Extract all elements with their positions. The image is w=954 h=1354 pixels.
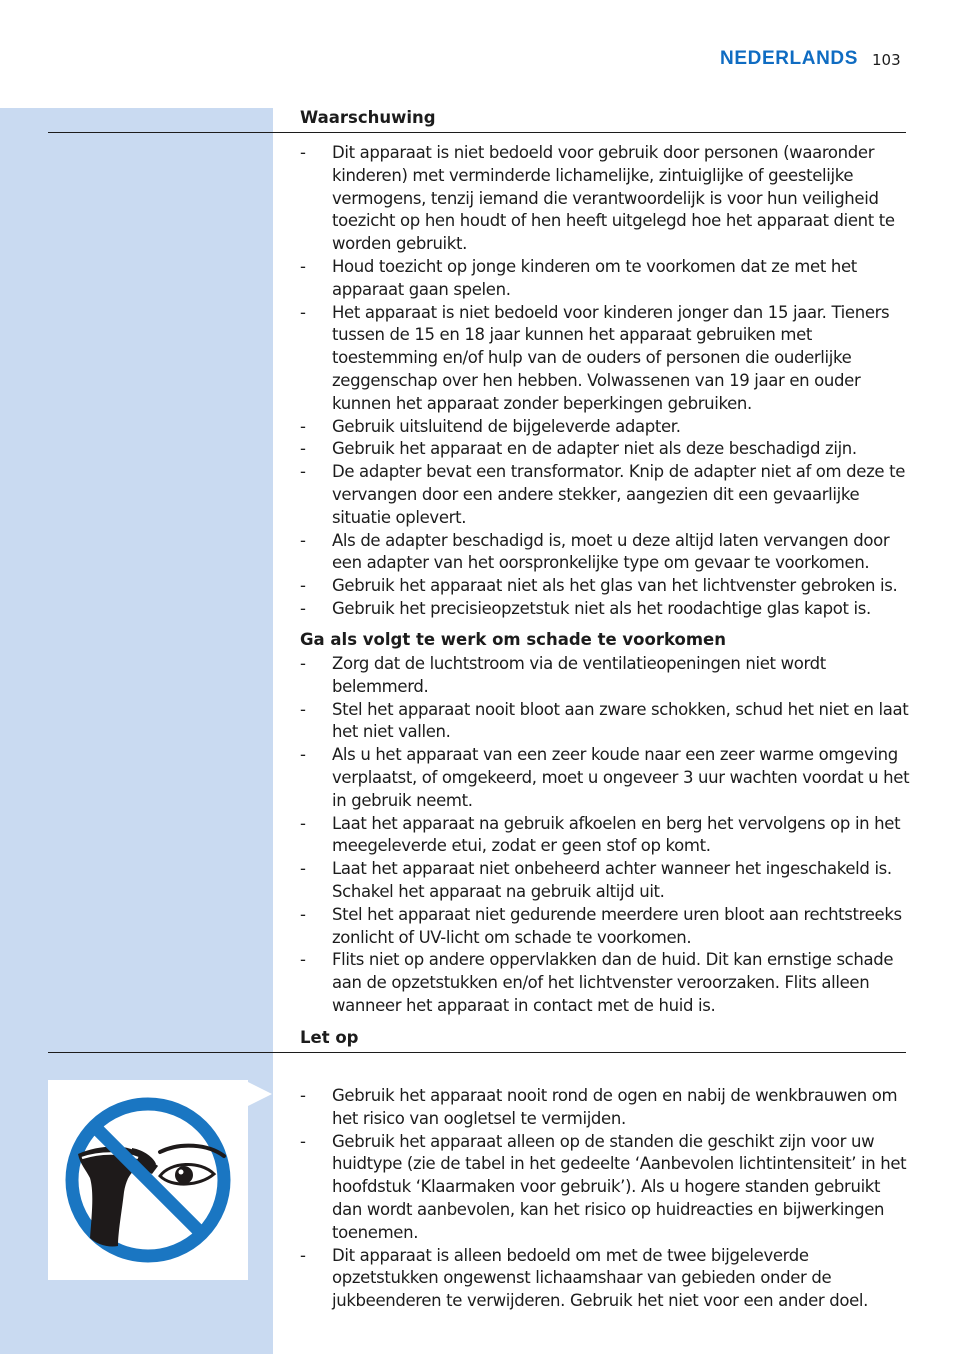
list-item: - Als u het apparaat van een zeer koude naar een zeer warme omgeving verplaatst, of omgekeerd, moet u ongeveer 3 uur wachten voordat u het in gebruik neemt. bbox=[300, 744, 910, 812]
caution-list bbox=[300, 1085, 910, 1313]
list-item: - Gebruik het apparaat en de adapter niet als deze beschadigd zijn. bbox=[300, 438, 910, 461]
list-item: - Dit apparaat is niet bedoeld voor gebruik door personen (waaronder kinderen) met verminderde lichamelijke, zintuiglijke of geestelijke vermogens, tenzij iemand die verantwoordelijk is voor hun veiligheid toezicht op hen houdt of hen heeft uitgelegd hoe het apparaat dient te worden gebruikt. bbox=[300, 142, 910, 256]
list-item: - Gebruik het apparaat alleen op de standen die geschikt zijn voor uw huidtype (zie de tabel in het gedeelte ‘Aanbevolen lichtintensiteit’ in het hoofdstuk ‘Klaarmaken voor gebruik’). Als u hogere standen gebruikt dan wordt aanbevolen, kan het risico op huidreacties en bijwerkingen toenemen. bbox=[300, 1131, 910, 1245]
list-item: - Laat het apparaat niet onbeheerd achter wanneer het ingeschakeld is. Schakel het apparaat na gebruik altijd uit. bbox=[300, 858, 910, 904]
list-item: - Zorg dat de luchtstroom via de ventilatieopeningen niet wordt belemmerd. bbox=[300, 653, 910, 699]
list-item: - De adapter bevat een transformator. Knip de adapter niet af om deze te vervangen door een andere stekker, aangezien dit een gevaarlijke situatie oplevert. bbox=[300, 461, 910, 529]
list-item: - Als de adapter beschadigd is, moet u deze altijd laten vervangen door een adapter van het oorspronkelijke type om gevaar te voorkomen. bbox=[300, 530, 910, 576]
illustration-pointer bbox=[248, 1082, 272, 1106]
list-item: - Het apparaat is niet bedoeld voor kinderen jonger dan 15 jaar. Tieners tussen de 15 en 18 jaar kunnen het apparaat gebruiken met toestemming en/of hulp van de ouders of personen die ouderlijke zeggenschap over hen hebben. Volwassenen van 19 jaar en ouder kunnen het apparaat zonder beperkingen gebruiken. bbox=[300, 302, 910, 416]
list-item: - Gebruik het apparaat nooit rond de ogen en nabij de wenkbrauwen om het risico van oogletsel te vermijden. bbox=[300, 1085, 910, 1131]
list-item: - Flits niet op andere oppervlakken dan de huid. Dit kan ernstige schade aan de opzetstukken en/of het lichtvenster veroorzaken. Flits alleen wanneer het apparaat in contact met de huid is. bbox=[300, 949, 910, 1017]
list-item: - Stel het apparaat nooit bloot aan zware schokken, schud het niet en laat het niet vallen. bbox=[300, 699, 910, 745]
caution-rule bbox=[48, 1052, 906, 1053]
damage-list bbox=[300, 653, 910, 1018]
language-label: NEDERLANDS bbox=[720, 48, 858, 69]
caution-heading: Let op bbox=[300, 1028, 359, 1047]
caution-illustration bbox=[48, 1080, 248, 1280]
list-item: - Houd toezicht op jonge kinderen om te voorkomen dat ze met het apparaat gaan spelen. bbox=[300, 256, 910, 302]
warning-rule bbox=[48, 132, 906, 133]
warning-heading: Waarschuwing bbox=[300, 108, 436, 127]
list-item: - Dit apparaat is alleen bedoeld om met de twee bijgeleverde opzetstukken ongewenst lichaamshaar van gebieden onder de jukbeenderen te verwijderen. Gebruik het niet voor een ander doel. bbox=[300, 1245, 910, 1313]
list-item: - Gebruik het precisieopzetstuk niet als het roodachtige glas kapot is. bbox=[300, 598, 910, 621]
damage-heading: Ga als volgt te werk om schade te voorkomen bbox=[300, 630, 726, 649]
warning-list bbox=[300, 142, 910, 621]
list-item: - Stel het apparaat niet gedurende meerdere uren bloot aan rechtstreeks zonlicht of UV-licht om schade te voorkomen. bbox=[300, 904, 910, 950]
list-item: - Gebruik het apparaat niet als het glas van het lichtvenster gebroken is. bbox=[300, 575, 910, 598]
list-item: - Laat het apparaat na gebruik afkoelen en berg het vervolgens op in het meegeleverde etui, zodat er geen stof op komt. bbox=[300, 813, 910, 859]
list-item: - Gebruik uitsluitend de bijgeleverde adapter. bbox=[300, 416, 910, 439]
no-eye-area-icon bbox=[48, 1080, 248, 1280]
page-number: 103 bbox=[872, 51, 901, 69]
